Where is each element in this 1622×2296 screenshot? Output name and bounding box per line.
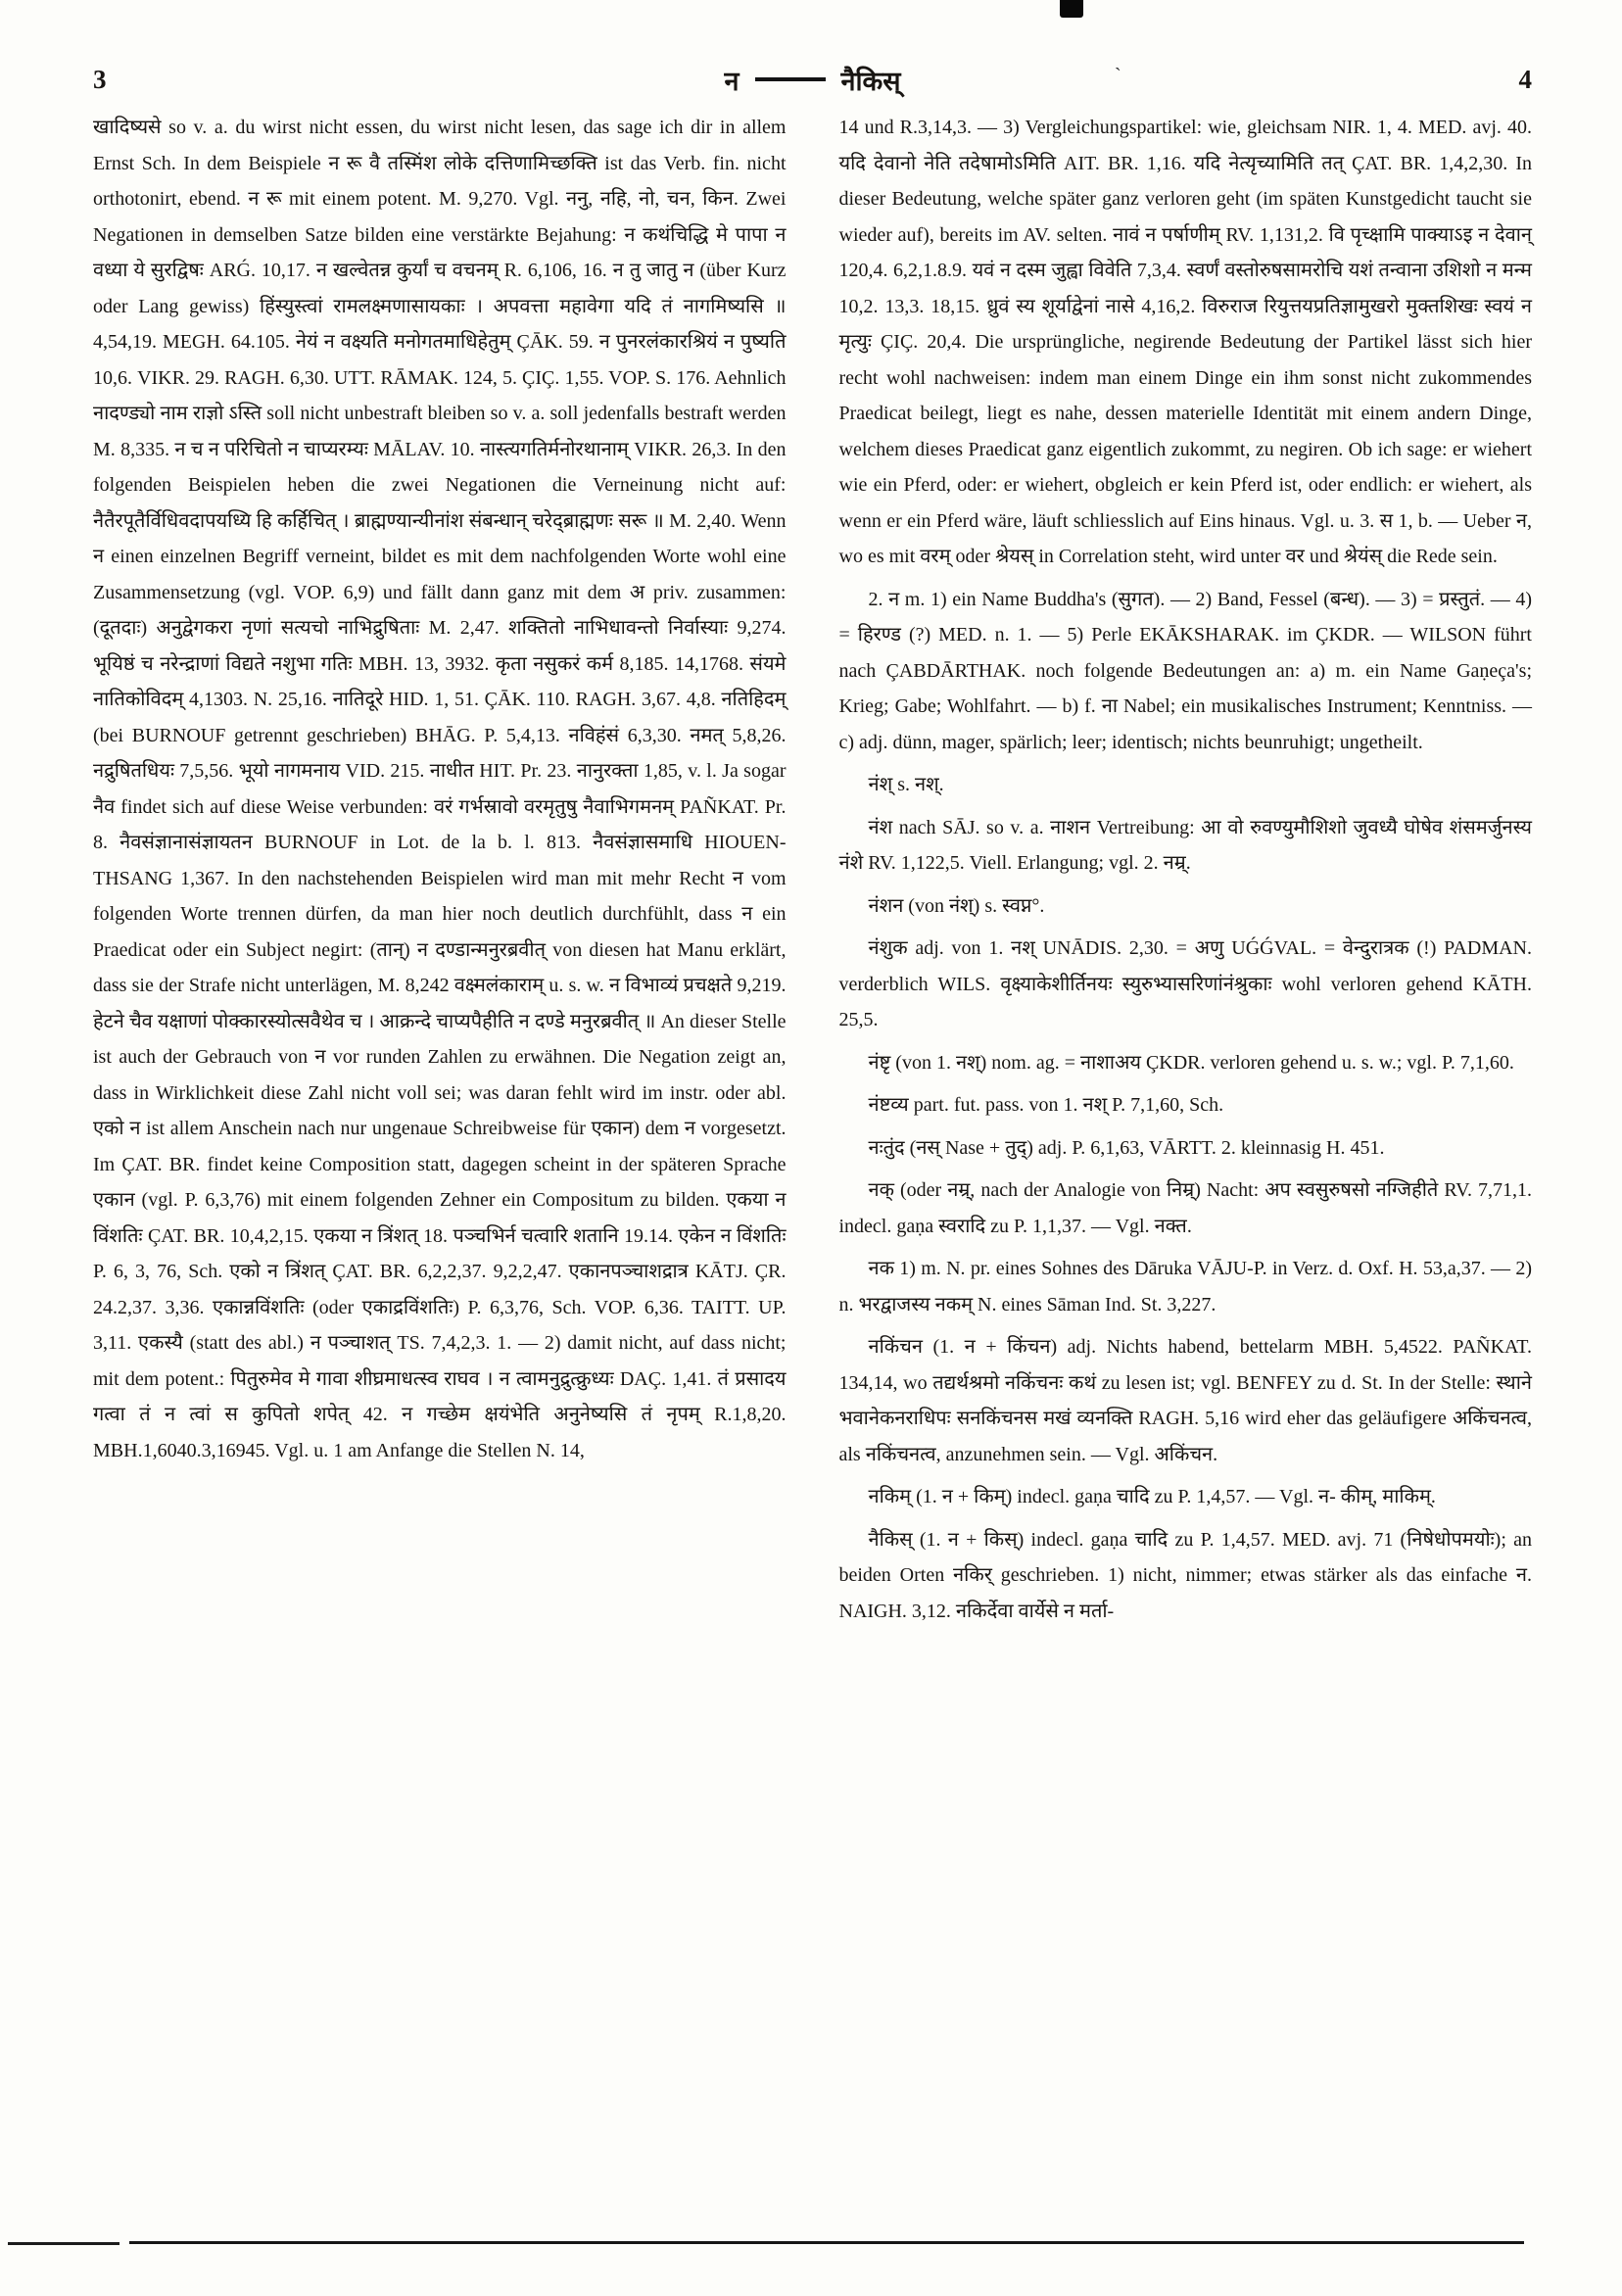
dictionary-entry: नक 1) m. N. pr. eines Sohnes des Dāruka VĀJU-P. in Verz. d. Oxf. H. 53,a,37. — 2) n. भरद्वाजस्य नकम् N. eines Sāman Ind. St. 3,227.: [838, 1258, 1532, 1315]
page-number-left: 3: [93, 64, 107, 94]
page-number-right: 4: [1518, 64, 1532, 94]
dictionary-entry: नकिंचन (1. न + किंचन) adj. Nichts habend, bettelarm MBH. 5,4522. PAÑKAT. 134,14, wo तद्यर्थश्रमो नकिंचनः कथं zu lesen ist; vgl. BENFEY zu d. St. In der Stelle: स्थाने भवानेकनराधिपः सनकिंचनस मखं व्यनक्ति RAGH. 5,16 wird eher das geläufigere अकिंचनत्व, als नकिंचनत्व, anzunehmen sein. — Vgl. अकिंचन.: [838, 1336, 1532, 1465]
dictionary-text: 14 und R.3,14,3. — 3) Vergleichungspartikel: wie, gleichsam NIR. 1, 4. MED. avj. 40. यदि देवानो नेति तदेषामोऽमिति AIT. BR. 1,16. यदि नेत्यृच्यामिति तत् ÇAT. BR. 1,4,2,30. In dieser Bedeutung, welche später ganz verloren geht (im späten Kunstgedicht taucht sie wieder auf), bereits im AV. selten. नावं न पर्षाणीम् RV. 1,131,2. वि पृच्क्षामि पाक्याऽइ न देवान् 120,4. 6,2,1.8.9. यवं न दस्म जुह्वा विवेति 7,3,4. स्वर्णं वस्तोरुषसामरोचि यशं तन्वाना उशिशो न मन्म 10,2. 13,3. 18,15. ध्रुवं स्य शूर्याद्वेनां नासे 4,16,2. विरुराज रियुत्तयप्रतिज्ञामुखरो मुक्तशिखः स्वयं न मृत्युः ÇIÇ. 20,4. Die ursprüngliche, negirende Bedeutung der Partikel lässt sich hier recht wohl nachweisen: indem man einem Dinge ein ihm sonst nicht zukommendes Praedicat beilegt, liegt es nahe, dessen materielle Identität mit einem andern Dinge, welchem dieses Praedicat ganz eigentlich zukommt, zu negiren. Ob ich sage: er wiehert wie ein Pferd, oder: er wiehert, obgleich er kein Pferd ist, oder endlich: er wiehert, als wenn er ein Pferd wäre, läuft schliesslich auf Eins hinaus. Vgl. u. 3. स 1, b. — Ueber न, wo es mit वरम् oder श्रेयस् in Correlation steht, wird unter वर und श्रेयंस् die Rede sein.: [838, 117, 1532, 567]
running-head-first-word: न: [724, 66, 739, 96]
dictionary-entry: नक् (oder नम्र्, nach der Analogie von निम्र्) Nacht: अप स्वसुरुषसो नग्जिहीते RV. 7,71,1. indecl. gaṇa स्वरादि zu P. 1,1,37. — Vgl. नक्त.: [838, 1179, 1532, 1237]
dictionary-entry: नंश् s. नश्.: [868, 774, 944, 795]
scan-artifact-bottom-line-left: [8, 2242, 119, 2245]
dictionary-entry: 2. न m. 1) ein Name Buddha's (सुगत). — 2) Band, Fessel (बन्ध). — 3) = प्रस्तुतं. — 4) = हिरण्ड (?) MED. n. 1. — 5) Perle EKĀKSHARAK. im ÇKDR. — WILSON führt nach ÇABDĀRTHAK. noch folgende Bedeutungen an: a) m. ein Name Gaṇeça's; Krieg; Gabe; Wohlfahrt. — b) f. ना Nabel; ein musikalisches Instrument; Kenntniss. — c) adj. dünn, mager, spärlich; leer; identisch; nichts beunruhigt; ungetheilt.: [838, 588, 1532, 753]
dictionary-entry: नंशुक adj. von 1. नश् UNĀDIS. 2,30. = अणु UǴǴVAL. = वेन्दुरात्रक (!) PADMAN. verderblich WILS. वृक्ष्याकेशीर्तिनयः स्युरुभ्यासरिणांनंश्रुकाः wohl verloren gehend KĀTH. 25,5.: [838, 937, 1532, 1030]
scan-artifact-bottom-line: [129, 2241, 1524, 2244]
dictionary-entry: नंष्टृ (von 1. नश्) nom. ag. = नाशाअय ÇKDR. verloren gehend u. s. w.; vgl. P. 7,1,60.: [868, 1051, 1514, 1074]
running-head-last-word: नैकिस्: [840, 66, 901, 96]
page-header: [93, 59, 1532, 100]
dictionary-entry: नंष्टव्य part. fut. pass. von 1. नश् P. 7,1,60, Sch.: [868, 1094, 1224, 1116]
running-head: [93, 62, 1532, 98]
running-head-dash: [755, 77, 826, 81]
dictionary-entry: नैकिस् (1. न + किस्) indecl. gaṇa चादि zu P. 1,4,57. MED. avj. 71 (निषेधोपमयोः); an beiden Orten नकिर् geschrieben. 1) nicht, nimmer; etwas stärker als das einfache न. NAIGH. 3,12. नकिर्देवा वार्येसे न मर्ता-: [838, 1528, 1532, 1622]
right-column: [839, 110, 1533, 1629]
dictionary-text: खादिष्यसे so v. a. du wirst nicht essen, du wirst nicht lesen, das sage ich dir in allem Ernst Sch. In dem Beispiele न रू वै तस्मिंश लोके दत्तिणामिच्छक्ति ist das Verb. fin. nicht orthotonirt, ebend. न रू mit einem potent. M. 9,270. Vgl. ननु, नहि, नो, चन, किन. Zwei Negationen in demselben Satze bilden eine verstärkte Bejahung: न कथंचिद्धि मे पापा न वध्या ये सुरद्विषः ARǴ. 10,17. न खल्वेतन्न कुर्यां च वचनम् R. 6,106, 16. न तु जातु न (über Kurz oder Lang gewiss) हिंस्युस्त्वां रामलक्ष्मणासायकाः । अपवत्ता महावेगा यदि तं नागमिष्यसि ॥ 4,54,19. MEGH. 64.105. नेयं न वक्ष्यति मनोगतमाधिहेतुम् ÇĀK. 59. न पुनरलंकारश्रियं न पुष्यति 10,6. VIKR. 29. RAGH. 6,30. UTT. RĀMAK. 124, 5. ÇIÇ. 1,55. VOP. S. 176. Aehnlich नादण्ड्यो नाम राज्ञो ऽस्ति soll nicht unbestraft bleiben so v. a. soll jedenfalls bestraft werden M. 8,335. न च न परिचितो न चाप्यरम्यः MĀLAV. 10. नास्त्यगतिर्मनोरथानाम् VIKR. 26,3. In den folgenden Beispielen heben die zwei Negationen die Verneinung nicht auf: नैतैरपूतैर्विधिवदापयध्यि हि कर्हिचित् । ब्राह्मण्यान्यीनांश संबन्धान् चरेद्ब्राह्मणः सरू ॥ M. 2,40. Wenn न einen einzelnen Begriff verneint, bildet es mit dem nachfolgenden Worte wohl eine Zusammensetzung (vgl. VOP. 6,9) und fällt dann ganz mit dem अ priv. zusammen: (दूतदाः) अनुद्वेगकरा नृणां सत्यचो नाभिद्रुषिताः M. 2,47. शक्तितो नाभिधावन्तो निर्वास्याः 9,274. भूयिष्ठं च नरेन्द्राणां विद्यते नशुभा गतिः MBH. 13, 3932. कृता नसुकरं कर्म 8,185. 14,1768. संयमे नातिकोविदम् 4,1303. N. 25,16. नातिदूरे HID. 1, 51. ÇĀK. 110. RAGH. 3,67. 4,8. नतिहिदम् (bei BURNOUF getrennt geschrieben) BHĀG. P. 5,4,13. नविहंसं 6,3,30. नमत् 5,8,26. नद्रुषितधियः 7,5,56. भूयो नागमनाय VID. 215. नाधीत HIT. Pr. 23. नानुरक्ता 1,85, v. l. Ja sogar नैव findet sich auf diese Weise verbunden: वरं गर्भस्रावो वरमृतुषु नैवाभिगमनम् PAÑKAT. Pr. 8. नैवसंज्ञानासंज्ञायतन BURNOUF in Lot. de la b. l. 813. नैवसंज्ञासमाधि HIOUEN-THSANG 1,367. In den nachstehenden Beispielen wird man mit mehr Recht न vom folgenden Worte trennen dürfen, da man hier noch deutlich durchfühlt, dass न ein Praedicat oder ein Subject negirt: (तान्) न दण्डान्मनुरब्रवीत् von diesen hat Manu erklärt, dass sie der Strafe nicht unterlägen, M. 8,242 वक्ष्मलंकाराम् u. s. w. न विभाव्यं प्रचक्षते 9,219. हेटने चैव यक्षाणां पोक्कारस्योत्सवैथेव च । आक्रन्दे चाप्यपैहीति न दण्डे मनुरब्रवीत् ॥ An dieser Stelle ist auch der Gebrauch von न vor runden Zahlen zu erwähnen. Die Negation zeigt an, dass in Wirklichkeit diese Zahl nicht voll sei; was daran fehlt wird im instr. oder abl. एको न ist allem Anschein nach nur ungenaue Schreibweise für एकान) dem न vorgesetzt. Im ÇAT. BR. findet keine Composition statt, dagegen scheint in der späteren Sprache एकान (vgl. P. 6,3,76) mit einem folgenden Zehner ein Compositum zu bilden. एकया न विंशतिः ÇAT. BR. 10,4,2,15. एकया न त्रिंशत् 18. पञ्चभिर्न चत्वारि शतानि 19.14. एकेन न विंशतिः P. 6, 3, 76, Sch. एको न त्रिंशत् ÇAT. BR. 6,2,2,37. 9,2,2,47. एकानपञ्चाशद्रात्र KĀTJ. ÇR. 24.2,37. 3,36. एकान्नविंशतिः (oder एकाद्रविंशतिः) P. 6,3,76, Sch. VOP. 6,36. TAITT. UP. 3,11. एकस्यै (statt des abl.) न पञ्चाशत् TS. 7,4,2,3. 1. — 2) damit nicht, auf dass nicht; mit dem potent.: पितुरुमेव मे गावा शीघ्रमाधत्स्व राघव । न त्वामनुद्रुत्क्रुध्यः DAÇ. 1,41. तं प्रसादय गत्वा तं न त्वां स कुपितो शपेत् 42. न गच्छेम क्षयंभेति अनुनेष्यसि तं नृपम् R.1,8,20. MBH.1,6040.3,16945. Vgl. u. 1 am Anfange die Stellen N. 14,: [93, 117, 787, 1461]
left-column: [93, 110, 787, 1629]
dictionary-entry: नकिम् (1. न + किम्) indecl. gaṇa चादि zu P. 1,4,57. — Vgl. न- कीम्, माकिम्.: [868, 1486, 1436, 1507]
two-column-text-block: [93, 110, 1532, 1629]
dictionary-entry: नंश nach SĀJ. so v. a. नाशन Vertreibung: आ वो रुवण्युमौशिशो जुवध्यै घोषेव शंसमर्जुनस्य नंशे RV. 1,122,5. Viell. Erlangung; vgl. 2. नम्र्.: [838, 816, 1532, 874]
dictionary-entry: नःतुंद (नस् Nase + तुद्) adj. P. 6,1,63, VĀRTT. 2. kleinnasig H. 451.: [868, 1136, 1385, 1159]
scan-speck: `: [1115, 65, 1121, 86]
dictionary-entry: नंशन (von नंश्) s. स्वप्न°.: [868, 894, 1045, 917]
scan-artifact-top-blob: [1060, 0, 1083, 18]
